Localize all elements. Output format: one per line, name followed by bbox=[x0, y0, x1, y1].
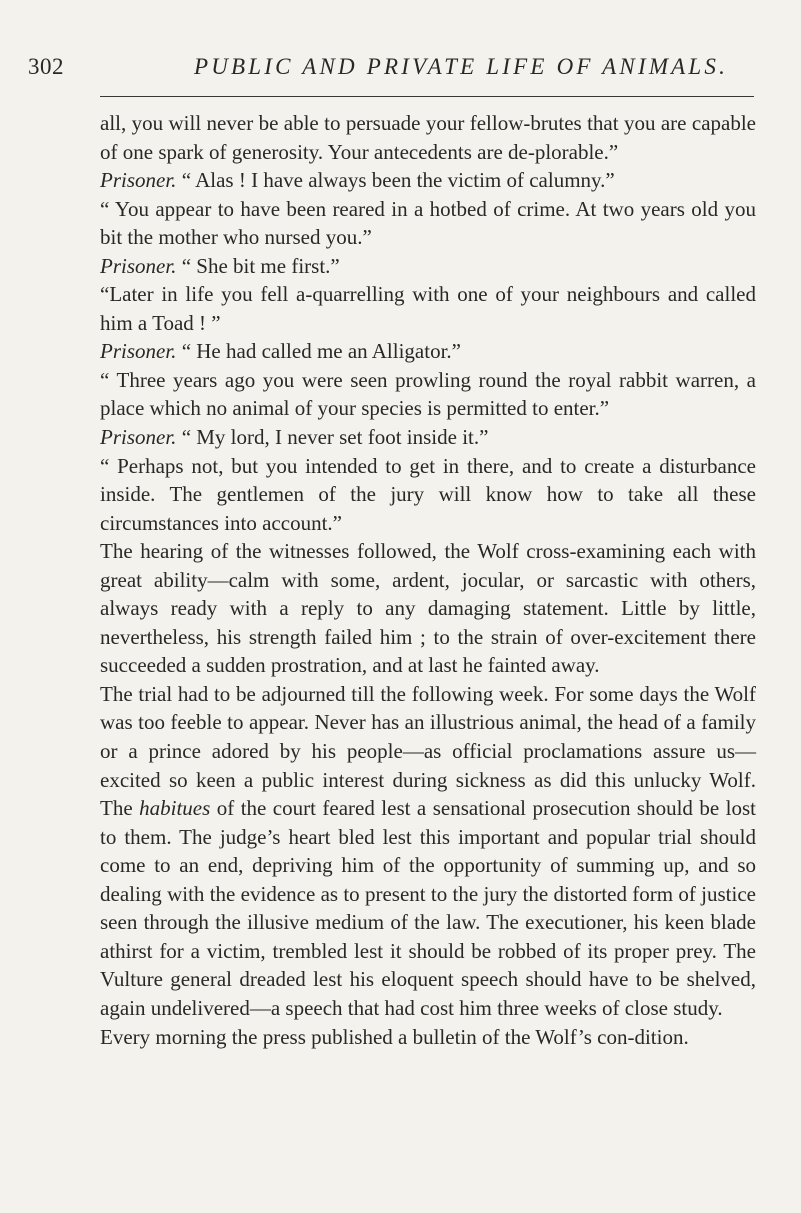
paragraph: all, you will never be able to persuade your fellow-brutes that you are capable of one spark of generosity. Your antecedents are de-plorable.” bbox=[100, 111, 756, 164]
speaker-label: Prisoner. bbox=[100, 339, 177, 364]
paragraph: “ Three years ago you were seen prowling round the royal rabbit warren, a place which no animal of your species is permitted to enter.” bbox=[100, 367, 756, 421]
running-title: PUBLIC AND PRIVATE LIFE OF ANIMALS. bbox=[194, 54, 729, 79]
paragraph: The hearing of the witnesses followed, the Wolf cross-examining each with great ability—calm with some, ardent, jocular, or sarcastic with others, always ready with a reply to any damaging statement. Little by little, nevertheless, his strength failed him ; to the strain of over-excitement there succeeded a sudden prostration, and at last he fainted away. bbox=[100, 539, 756, 678]
speaker-label: Prisoner. bbox=[100, 168, 177, 193]
paragraph: The trial had to be adjourned till the following week. For some days the Wolf was too feeble to appear. Never has an illustrious animal, the head of a family or a prince adored by his people—as official proclamations assure us—excited so keen a public interest during sickness as did this unlucky Wolf. The habitues of the court feared lest a sensational prosecution should be lost to them. The judge’s heart bled lest this important and popular trial should come to an end, depriving him of the opportunity of summing up, and so dealing with the evidence as to present to the jury the distorted form of justice seen through the illusive medium of the law. The executioner, his keen blade athirst for a victim, trembled lest it should be robbed of its proper prey. The Vulture general dreaded lest his eloquent speech should have to be shelved, again undelivered—a speech that had cost him three weeks of close study. bbox=[100, 681, 756, 1020]
paragraph: Prisoner. “ He had called me an Alligator.” bbox=[100, 339, 461, 364]
paragraph: Prisoner. “ She bit me first.” bbox=[100, 253, 340, 278]
speaker-label: Prisoner. bbox=[100, 425, 177, 450]
paragraph: Prisoner. “ Alas ! I have always been the victim of calumny.” bbox=[100, 168, 615, 193]
page-number: 302 bbox=[28, 54, 64, 79]
paragraph: “Later in life you fell a-quarrelling with one of your neighbours and called him a Toad ! ” bbox=[100, 282, 756, 335]
paragraph: Prisoner. “ My lord, I never set foot inside it.” bbox=[100, 425, 489, 450]
paragraph: “ You appear to have been reared in a hotbed of crime. At two years old you bit the mother who nursed you.” bbox=[100, 196, 756, 250]
header-rule bbox=[100, 96, 754, 97]
italic-term: habitues bbox=[139, 796, 211, 821]
speaker-label: Prisoner. bbox=[100, 253, 177, 278]
body-text bbox=[100, 109, 756, 1051]
paragraph: “ Perhaps not, but you intended to get in there, and to create a disturbance inside. The gentlemen of the jury will know how to take all these circumstances into account.” bbox=[100, 453, 756, 535]
paragraph: Every morning the press published a bulletin of the Wolf’s con-dition. bbox=[100, 1024, 689, 1049]
running-head bbox=[0, 52, 801, 84]
